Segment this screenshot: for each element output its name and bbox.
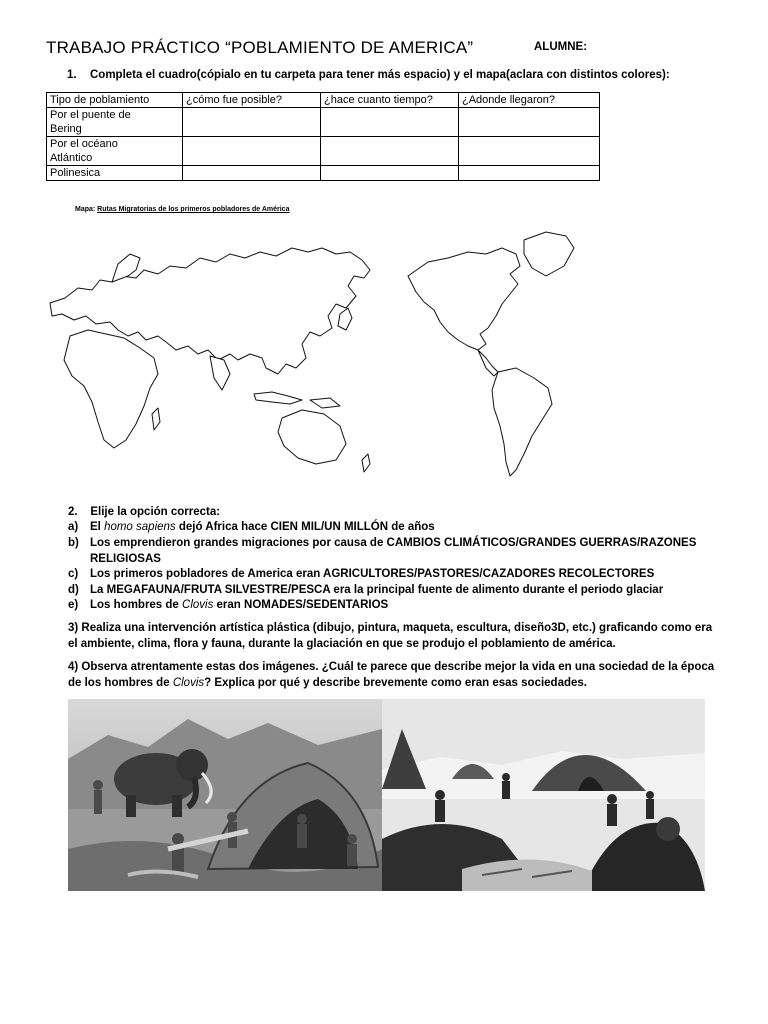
- greenland: [524, 232, 574, 276]
- table-cell[interactable]: [459, 108, 600, 137]
- option-b: [68, 536, 708, 567]
- japan: [338, 308, 352, 330]
- table-header-cell: ¿cómo fue posible?: [183, 93, 321, 108]
- map-caption-title: Rutas Migratorias de los primeros pobladores de América: [97, 206, 290, 213]
- indonesia-islands: [254, 392, 302, 404]
- option-d: [68, 583, 708, 599]
- world-outline-map: [40, 218, 612, 486]
- student-label: ALUMNE:: [534, 41, 588, 53]
- option-italic: Clovis: [182, 599, 214, 611]
- table-cell[interactable]: [459, 166, 600, 181]
- map-caption: [75, 206, 289, 213]
- new-guinea: [310, 398, 340, 408]
- table-header-cell: ¿Adonde llegaron?: [459, 93, 600, 108]
- question-4-text: ? Explica por qué y describe brevemente como eran esas sociedades.: [204, 677, 587, 689]
- option-text: El: [90, 521, 105, 533]
- india: [210, 356, 230, 390]
- option-letter: c): [68, 568, 79, 580]
- option-e: [68, 598, 708, 614]
- option-italic: homo sapiens: [104, 521, 176, 533]
- table-cell[interactable]: [321, 166, 459, 181]
- option-c: [68, 567, 708, 583]
- question-4-italic: Clovis: [172, 677, 205, 689]
- option-a: [68, 520, 708, 536]
- table-row: [47, 166, 600, 181]
- madagascar: [152, 408, 160, 430]
- option-text: dejó Africa hace CIEN MIL/UN MILLÓN de años: [175, 521, 435, 533]
- table-row: [47, 108, 600, 137]
- question-1-text: Completa el cuadro(cópialo en tu carpeta para tener más espacio) y el mapa(aclara con distintos colores):: [90, 69, 670, 81]
- page-title: TRABAJO PRÁCTICO “POBLAMIENTO DE AMERICA”: [46, 38, 474, 57]
- north-america-landmass: [408, 248, 520, 350]
- question-1: [67, 68, 757, 83]
- table-cell[interactable]: [183, 166, 321, 181]
- table-cell[interactable]: [321, 137, 459, 166]
- question-2-title: 2. Elije la opción correcta:: [68, 506, 221, 518]
- option-letter: d): [68, 584, 79, 596]
- question-1-number: 1.: [67, 69, 77, 81]
- table-row: [47, 137, 600, 166]
- africa-landmass: [64, 330, 158, 448]
- table-cell[interactable]: [459, 137, 600, 166]
- option-text: eran NOMADES/SEDENTARIOS: [213, 599, 389, 611]
- table-cell[interactable]: [183, 137, 321, 166]
- question-4: [68, 659, 718, 691]
- option-letter: e): [68, 599, 79, 611]
- map-caption-prefix: Mapa:: [75, 206, 98, 213]
- table-cell[interactable]: Por el océano Atlántico: [47, 137, 183, 166]
- option-text: Los emprendieron grandes migraciones por causa de CAMBIOS CLIMÁTICOS/GRANDES GUERRAS/RAZONES RELIGIOSAS: [90, 537, 697, 565]
- table-cell[interactable]: Polinesica: [47, 166, 183, 181]
- table-header-row: [47, 93, 600, 108]
- option-text: Los primeros pobladores de America eran AGRICULTORES/PASTORES/CAZADORES RECOLECTORES: [90, 568, 655, 580]
- question-3: 3) Realiza una intervención artística plástica (dibujo, pintura, maqueta, escultura, diseño3D, etc.) graficando como era el ambiente, clima, flora y fauna, durante la glaciación en que se produjo el poblamiento de américa.: [68, 622, 713, 650]
- central-america: [478, 350, 498, 376]
- table-header-cell: Tipo de poblamiento: [47, 93, 183, 108]
- option-letter: a): [68, 521, 79, 533]
- illustration-winter-camp: [382, 699, 705, 891]
- question-4-text: 4) Observa atrentamente estas dos imágenes. ¿Cuál te parece que describe mejor la vida en una sociedad de la época de los hombres de: [68, 661, 715, 689]
- table-cell[interactable]: Por el puente de Bering: [47, 108, 183, 137]
- option-letter: b): [68, 537, 79, 549]
- migration-table: [46, 92, 600, 181]
- option-text: La MEGAFAUNA/FRUTA SILVESTRE/PESCA era la principal fuente de alimento durante el periodo glaciar: [90, 584, 664, 596]
- australia-landmass: [278, 410, 346, 464]
- table-cell[interactable]: [183, 108, 321, 137]
- table-cell[interactable]: [321, 108, 459, 137]
- new-zealand: [362, 454, 370, 472]
- illustration-mammoth-camp: [68, 699, 382, 891]
- option-text: Los hombres de: [90, 599, 183, 611]
- table-header-cell: ¿hace cuanto tiempo?: [321, 93, 459, 108]
- south-america-landmass: [492, 368, 552, 476]
